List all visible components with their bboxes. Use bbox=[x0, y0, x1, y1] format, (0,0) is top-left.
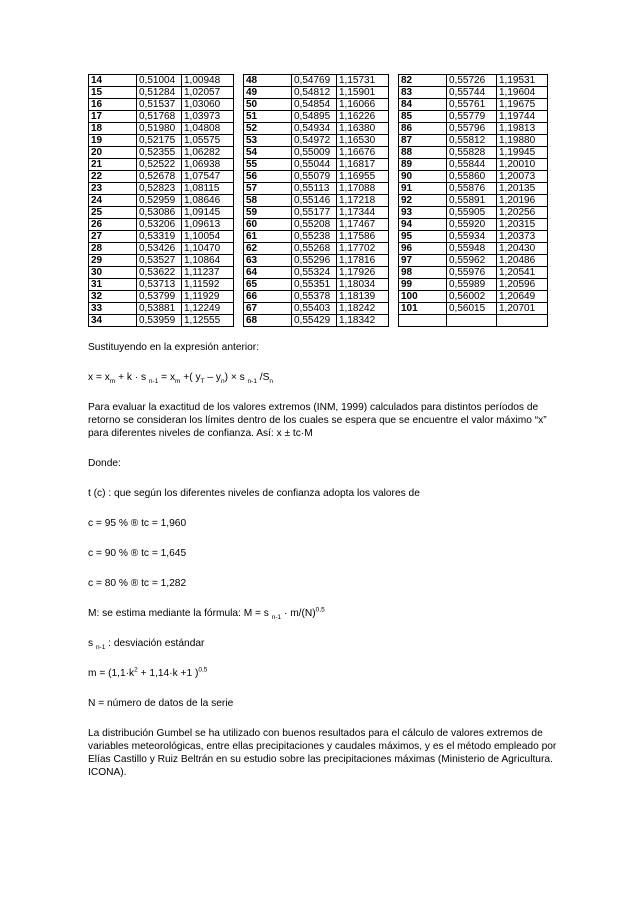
table-cell-yn: 0,53206 bbox=[137, 219, 182, 231]
table-cell-n: 27 bbox=[89, 231, 137, 243]
table-cell-n: 100 bbox=[399, 291, 447, 303]
table-gap bbox=[234, 99, 244, 111]
table-cell-n: 48 bbox=[244, 75, 292, 87]
table-cell-sn: 1,16530 bbox=[337, 135, 389, 147]
table-cell-yn: 0,53622 bbox=[137, 267, 182, 279]
table-cell-yn: 0,55796 bbox=[447, 123, 497, 135]
table-cell-sn: 1,20541 bbox=[497, 267, 548, 279]
table-cell-n: 61 bbox=[244, 231, 292, 243]
table-cell-sn: 1,12249 bbox=[182, 303, 234, 315]
table-row bbox=[89, 135, 548, 147]
table-cell-yn: 0,52959 bbox=[137, 195, 182, 207]
table-cell-sn: 1,17467 bbox=[337, 219, 389, 231]
table-cell-yn: 0,53319 bbox=[137, 231, 182, 243]
table-cell-n: 34 bbox=[89, 315, 137, 327]
table-cell-sn: 1,17088 bbox=[337, 183, 389, 195]
table-cell-sn: 1,02057 bbox=[182, 87, 234, 99]
table-gap bbox=[389, 207, 399, 219]
table-row bbox=[89, 75, 548, 87]
table-gap bbox=[234, 303, 244, 315]
table-cell-yn: 0,56002 bbox=[447, 291, 497, 303]
table-cell-yn: 0,55296 bbox=[292, 255, 337, 267]
table-row bbox=[89, 87, 548, 99]
table-cell-sn: 1,04808 bbox=[182, 123, 234, 135]
table-cell-sn: 1,15901 bbox=[337, 87, 389, 99]
table-cell-sn: 1,11929 bbox=[182, 291, 234, 303]
table-cell-sn bbox=[497, 315, 548, 327]
table-body bbox=[89, 75, 548, 327]
table-gap bbox=[389, 75, 399, 87]
table-gap bbox=[389, 231, 399, 243]
table-cell-n: 57 bbox=[244, 183, 292, 195]
table-cell-yn: 0,55238 bbox=[292, 231, 337, 243]
std-deviation-definition: s $_{n-1}$ : desviación estándar bbox=[88, 638, 205, 652]
table-cell-yn: 0,53426 bbox=[137, 243, 182, 255]
table-cell-yn: 0,55429 bbox=[292, 315, 337, 327]
table-gap bbox=[234, 75, 244, 87]
table-cell-n: 21 bbox=[89, 159, 137, 171]
table-cell-yn: 0,55934 bbox=[447, 231, 497, 243]
table-cell-n: 32 bbox=[89, 291, 137, 303]
table-gap bbox=[234, 111, 244, 123]
table-cell-yn: 0,54769 bbox=[292, 75, 337, 87]
table-cell-yn: 0,51768 bbox=[137, 111, 182, 123]
table-cell-n: 19 bbox=[89, 135, 137, 147]
table-gap bbox=[389, 243, 399, 255]
table-cell-yn: 0,51284 bbox=[137, 87, 182, 99]
table-cell-n: 94 bbox=[399, 219, 447, 231]
table-cell-n bbox=[399, 315, 447, 327]
table-cell-yn: 0,53799 bbox=[137, 291, 182, 303]
table-cell-sn: 1,20010 bbox=[497, 159, 548, 171]
table-gap bbox=[389, 87, 399, 99]
table-cell-yn: 0,55268 bbox=[292, 243, 337, 255]
table-cell-yn: 0,51004 bbox=[137, 75, 182, 87]
table-cell-sn: 1,19531 bbox=[497, 75, 548, 87]
table-cell-n: 29 bbox=[89, 255, 137, 267]
table-cell-yn: 0,55351 bbox=[292, 279, 337, 291]
table-cell-yn: 0,55779 bbox=[447, 111, 497, 123]
table-cell-n: 23 bbox=[89, 183, 137, 195]
table-row bbox=[89, 123, 548, 135]
table-cell-n: 25 bbox=[89, 207, 137, 219]
table-cell-yn: 0,55828 bbox=[447, 147, 497, 159]
table-cell-n: 51 bbox=[244, 111, 292, 123]
table-cell-sn: 1,20430 bbox=[497, 243, 548, 255]
table-row bbox=[89, 231, 548, 243]
table-cell-sn: 1,17702 bbox=[337, 243, 389, 255]
table-cell-n: 82 bbox=[399, 75, 447, 87]
closing-paragraph: La distribución Gumbel se ha utilizado con buenos resultados para el cálculo de valores extremos de variables meteorológicas, entre ellas precipitaciones y caudales máximos, y es el método empleado por Elías Castillo y Ruiz Beltrán en su estudio sobre las precipitaciones máximas (Ministerio de Agricultura. ICONA). bbox=[88, 728, 557, 778]
table-cell-n: 56 bbox=[244, 171, 292, 183]
table-cell-sn: 1,08646 bbox=[182, 195, 234, 207]
table-cell-sn: 1,09613 bbox=[182, 219, 234, 231]
table-gap bbox=[234, 243, 244, 255]
table-cell-yn: 0,55744 bbox=[447, 87, 497, 99]
table-cell-n: 54 bbox=[244, 147, 292, 159]
table-cell-yn: 0,55378 bbox=[292, 291, 337, 303]
table-cell-sn: 1,16817 bbox=[337, 159, 389, 171]
table-gap bbox=[389, 99, 399, 111]
table-row bbox=[89, 159, 548, 171]
table-row bbox=[89, 255, 548, 267]
table-cell-n: 60 bbox=[244, 219, 292, 231]
table-gap bbox=[389, 315, 399, 327]
table-cell-yn: 0,52522 bbox=[137, 159, 182, 171]
table-gap bbox=[234, 135, 244, 147]
table-gap bbox=[234, 231, 244, 243]
table-cell-yn: 0,55146 bbox=[292, 195, 337, 207]
table-cell-yn: 0,55844 bbox=[447, 159, 497, 171]
table-cell-n: 67 bbox=[244, 303, 292, 315]
table-cell-sn: 1,09145 bbox=[182, 207, 234, 219]
table-cell-n: 85 bbox=[399, 111, 447, 123]
table-cell-n: 53 bbox=[244, 135, 292, 147]
table-cell-sn: 1,19880 bbox=[497, 135, 548, 147]
table-cell-sn: 1,20073 bbox=[497, 171, 548, 183]
table-cell-n: 90 bbox=[399, 171, 447, 183]
table-gap bbox=[234, 159, 244, 171]
table-row bbox=[89, 171, 548, 183]
table-row bbox=[89, 99, 548, 111]
table-gap bbox=[234, 183, 244, 195]
table-cell-yn: 0,54895 bbox=[292, 111, 337, 123]
table-cell-yn: 0,54812 bbox=[292, 87, 337, 99]
intro-text: Sustituyendo en la expresión anterior: bbox=[88, 342, 260, 353]
table-gap bbox=[234, 147, 244, 159]
table-cell-yn: 0,55976 bbox=[447, 267, 497, 279]
table-cell-sn: 1,17926 bbox=[337, 267, 389, 279]
table-gap bbox=[389, 147, 399, 159]
table-cell-n: 95 bbox=[399, 231, 447, 243]
table-cell-n: 24 bbox=[89, 195, 137, 207]
table-cell-n: 88 bbox=[399, 147, 447, 159]
table-cell-n: 86 bbox=[399, 123, 447, 135]
table-cell-sn: 1,19744 bbox=[497, 111, 548, 123]
table-gap bbox=[234, 171, 244, 183]
table-cell-sn: 1,17586 bbox=[337, 231, 389, 243]
table-cell-n: 91 bbox=[399, 183, 447, 195]
table-cell-yn: 0,55761 bbox=[447, 99, 497, 111]
table-cell-sn: 1,18034 bbox=[337, 279, 389, 291]
table-cell-sn: 1,03973 bbox=[182, 111, 234, 123]
table-cell-sn: 1,19813 bbox=[497, 123, 548, 135]
table-cell-sn: 1,20596 bbox=[497, 279, 548, 291]
table-cell-n: 58 bbox=[244, 195, 292, 207]
confidence-80: c = 80 % ® tc = 1,282 bbox=[88, 578, 187, 589]
table-gap bbox=[234, 207, 244, 219]
table-cell-yn: 0,52175 bbox=[137, 135, 182, 147]
table-cell-sn: 1,10470 bbox=[182, 243, 234, 255]
table-gap bbox=[234, 219, 244, 231]
m-formula: M: se estima mediante la fórmula: M = s $_{n-1} \cdot m/(N)^{0,5}$ bbox=[88, 606, 325, 622]
table-cell-yn: 0,51980 bbox=[137, 123, 182, 135]
table-gap bbox=[234, 279, 244, 291]
table-cell-yn: 0,51537 bbox=[137, 99, 182, 111]
table-cell-sn: 1,12555 bbox=[182, 315, 234, 327]
table-cell-n: 89 bbox=[399, 159, 447, 171]
table-cell-n: 92 bbox=[399, 195, 447, 207]
table-cell-yn bbox=[447, 315, 497, 327]
table-cell-sn: 1,20135 bbox=[497, 183, 548, 195]
table-cell-n: 63 bbox=[244, 255, 292, 267]
table-gap bbox=[389, 135, 399, 147]
table-cell-n: 52 bbox=[244, 123, 292, 135]
donde-label: Donde: bbox=[88, 458, 121, 469]
table-gap bbox=[234, 315, 244, 327]
confidence-95: c = 95 % ® tc = 1,960 bbox=[88, 518, 187, 529]
table-cell-yn: 0,54854 bbox=[292, 99, 337, 111]
table-cell-sn: 1,20196 bbox=[497, 195, 548, 207]
table-cell-n: 98 bbox=[399, 267, 447, 279]
table-cell-yn: 0,55403 bbox=[292, 303, 337, 315]
table-gap bbox=[389, 303, 399, 315]
table-gap bbox=[389, 279, 399, 291]
table-cell-n: 64 bbox=[244, 267, 292, 279]
table-cell-sn: 1,03060 bbox=[182, 99, 234, 111]
m-definition: $m = (1,1\cdot k^2 + 1,14\cdot k +1$ )$^{0,5}$ bbox=[88, 666, 208, 679]
table-cell-yn: 0,55860 bbox=[447, 171, 497, 183]
table-cell-yn: 0,55009 bbox=[292, 147, 337, 159]
table-cell-n: 68 bbox=[244, 315, 292, 327]
table-cell-n: 96 bbox=[399, 243, 447, 255]
table-cell-sn: 1,16380 bbox=[337, 123, 389, 135]
table-cell-sn: 1,20649 bbox=[497, 291, 548, 303]
table-cell-yn: 0,55812 bbox=[447, 135, 497, 147]
table-gap bbox=[234, 291, 244, 303]
table-gap bbox=[389, 171, 399, 183]
n-definition: N = número de datos de la serie bbox=[88, 698, 234, 709]
table-cell-sn: 1,19604 bbox=[497, 87, 548, 99]
table-row bbox=[89, 291, 548, 303]
table-cell-yn: 0,55962 bbox=[447, 255, 497, 267]
confidence-90: c = 90 % ® tc = 1,645 bbox=[88, 548, 187, 559]
table-cell-n: 33 bbox=[89, 303, 137, 315]
table-cell-yn: 0,52823 bbox=[137, 183, 182, 195]
table-cell-sn: 1,15731 bbox=[337, 75, 389, 87]
table-cell-yn: 0,55079 bbox=[292, 171, 337, 183]
table-cell-sn: 1,11237 bbox=[182, 267, 234, 279]
table-row bbox=[89, 279, 548, 291]
table-cell-yn: 0,55113 bbox=[292, 183, 337, 195]
table-cell-yn: 0,55905 bbox=[447, 207, 497, 219]
table-cell-n: 62 bbox=[244, 243, 292, 255]
table-cell-yn: 0,55989 bbox=[447, 279, 497, 291]
table-cell-n: 26 bbox=[89, 219, 137, 231]
table-row bbox=[89, 147, 548, 159]
table-row bbox=[89, 267, 548, 279]
table-cell-sn: 1,19675 bbox=[497, 99, 548, 111]
table-cell-n: 14 bbox=[89, 75, 137, 87]
table-cell-n: 22 bbox=[89, 171, 137, 183]
table-cell-n: 87 bbox=[399, 135, 447, 147]
table-cell-sn: 1,16676 bbox=[337, 147, 389, 159]
table-cell-sn: 1,05575 bbox=[182, 135, 234, 147]
table-cell-yn: 0,55876 bbox=[447, 183, 497, 195]
table-cell-n: 30 bbox=[89, 267, 137, 279]
table-cell-sn: 1,17218 bbox=[337, 195, 389, 207]
table-row bbox=[89, 219, 548, 231]
table-cell-yn: 0,55177 bbox=[292, 207, 337, 219]
table-cell-n: 50 bbox=[244, 99, 292, 111]
table-cell-n: 83 bbox=[399, 87, 447, 99]
table-row bbox=[89, 207, 548, 219]
table-cell-sn: 1,08115 bbox=[182, 183, 234, 195]
table-cell-sn: 1,00948 bbox=[182, 75, 234, 87]
table-cell-yn: 0,55208 bbox=[292, 219, 337, 231]
table-cell-sn: 1,17816 bbox=[337, 255, 389, 267]
tc-definition: t (c) : que según los diferentes niveles de confianza adopta los valores de bbox=[88, 488, 420, 499]
table-cell-yn: 0,55726 bbox=[447, 75, 497, 87]
table-gap bbox=[389, 219, 399, 231]
table-cell-n: 65 bbox=[244, 279, 292, 291]
table-cell-n: 55 bbox=[244, 159, 292, 171]
table-cell-n: 84 bbox=[399, 99, 447, 111]
table-gap bbox=[234, 267, 244, 279]
table-cell-n: 101 bbox=[399, 303, 447, 315]
table-cell-sn: 1,20373 bbox=[497, 231, 548, 243]
table-cell-sn: 1,16226 bbox=[337, 111, 389, 123]
table-cell-yn: 0,52355 bbox=[137, 147, 182, 159]
table-gap bbox=[389, 123, 399, 135]
table-cell-n: 28 bbox=[89, 243, 137, 255]
table-cell-n: 31 bbox=[89, 279, 137, 291]
table-cell-sn: 1,06938 bbox=[182, 159, 234, 171]
table-cell-n: 16 bbox=[89, 99, 137, 111]
table-cell-n: 97 bbox=[399, 255, 447, 267]
table-cell-yn: 0,53881 bbox=[137, 303, 182, 315]
table-row bbox=[89, 243, 548, 255]
table-row bbox=[89, 111, 548, 123]
table-cell-n: 17 bbox=[89, 111, 137, 123]
table-gap bbox=[389, 195, 399, 207]
table-cell-sn: 1,10864 bbox=[182, 255, 234, 267]
table-cell-n: 18 bbox=[89, 123, 137, 135]
table-gap bbox=[234, 195, 244, 207]
table-cell-sn: 1,20701 bbox=[497, 303, 548, 315]
table-cell-sn: 1,07547 bbox=[182, 171, 234, 183]
table-cell-sn: 1,16955 bbox=[337, 171, 389, 183]
table-cell-yn: 0,54934 bbox=[292, 123, 337, 135]
table-cell-sn: 1,19945 bbox=[497, 147, 548, 159]
exactitud-paragraph: Para evaluar la exactitud de los valores extremos (INM, 1999) calculados para distintos períodos de retorno se consideran los límites dentro de los cuales se espera que se encuentre el valor máximo “x” para diferentes niveles de confianza. Así: x ± tc·M bbox=[88, 402, 547, 439]
table-row bbox=[89, 303, 548, 315]
table-gap bbox=[389, 255, 399, 267]
table-cell-yn: 0,55948 bbox=[447, 243, 497, 255]
body-text bbox=[88, 341, 558, 779]
table-gap bbox=[389, 183, 399, 195]
table-cell-n: 20 bbox=[89, 147, 137, 159]
table-cell-yn: 0,52678 bbox=[137, 171, 182, 183]
table-cell-sn: 1,16066 bbox=[337, 99, 389, 111]
table-cell-sn: 1,18242 bbox=[337, 303, 389, 315]
table-cell-sn: 1,17344 bbox=[337, 207, 389, 219]
table-cell-sn: 1,18139 bbox=[337, 291, 389, 303]
table-cell-n: 93 bbox=[399, 207, 447, 219]
gumbel-coefficients-table bbox=[88, 74, 548, 327]
table-gap bbox=[389, 111, 399, 123]
table-cell-sn: 1,20486 bbox=[497, 255, 548, 267]
table-cell-n: 99 bbox=[399, 279, 447, 291]
table-cell-sn: 1,06282 bbox=[182, 147, 234, 159]
table-cell-n: 66 bbox=[244, 291, 292, 303]
table-cell-n: 49 bbox=[244, 87, 292, 99]
table-gap bbox=[389, 291, 399, 303]
table-cell-yn: 0,55044 bbox=[292, 159, 337, 171]
table-row bbox=[89, 315, 548, 327]
table-cell-sn: 1,11592 bbox=[182, 279, 234, 291]
table-cell-yn: 0,55891 bbox=[447, 195, 497, 207]
table-gap bbox=[234, 87, 244, 99]
table-gap bbox=[389, 267, 399, 279]
table-row bbox=[89, 195, 548, 207]
table-gap bbox=[389, 159, 399, 171]
table-cell-n: 15 bbox=[89, 87, 137, 99]
table-cell-sn: 1,20256 bbox=[497, 207, 548, 219]
table-cell-yn: 0,53527 bbox=[137, 255, 182, 267]
table-cell-yn: 0,53086 bbox=[137, 207, 182, 219]
table-cell-yn: 0,53959 bbox=[137, 315, 182, 327]
table-cell-yn: 0,54972 bbox=[292, 135, 337, 147]
table-cell-yn: 0,55920 bbox=[447, 219, 497, 231]
table-cell-sn: 1,10054 bbox=[182, 231, 234, 243]
table-cell-yn: 0,55324 bbox=[292, 267, 337, 279]
table-row bbox=[89, 183, 548, 195]
page-content bbox=[88, 74, 558, 796]
gumbel-formula: $x = x_m + k \cdot s$ $_{n-1} = x_m$ +( $y_T - y_n) \times s$ $_{n-1}$ $/S_n$ bbox=[88, 372, 274, 386]
table-cell-sn: 1,18342 bbox=[337, 315, 389, 327]
table-cell-yn: 0,56015 bbox=[447, 303, 497, 315]
table-gap bbox=[234, 255, 244, 267]
table-cell-n: 59 bbox=[244, 207, 292, 219]
table-gap bbox=[234, 123, 244, 135]
table-cell-sn: 1,20315 bbox=[497, 219, 548, 231]
table-cell-yn: 0,53713 bbox=[137, 279, 182, 291]
